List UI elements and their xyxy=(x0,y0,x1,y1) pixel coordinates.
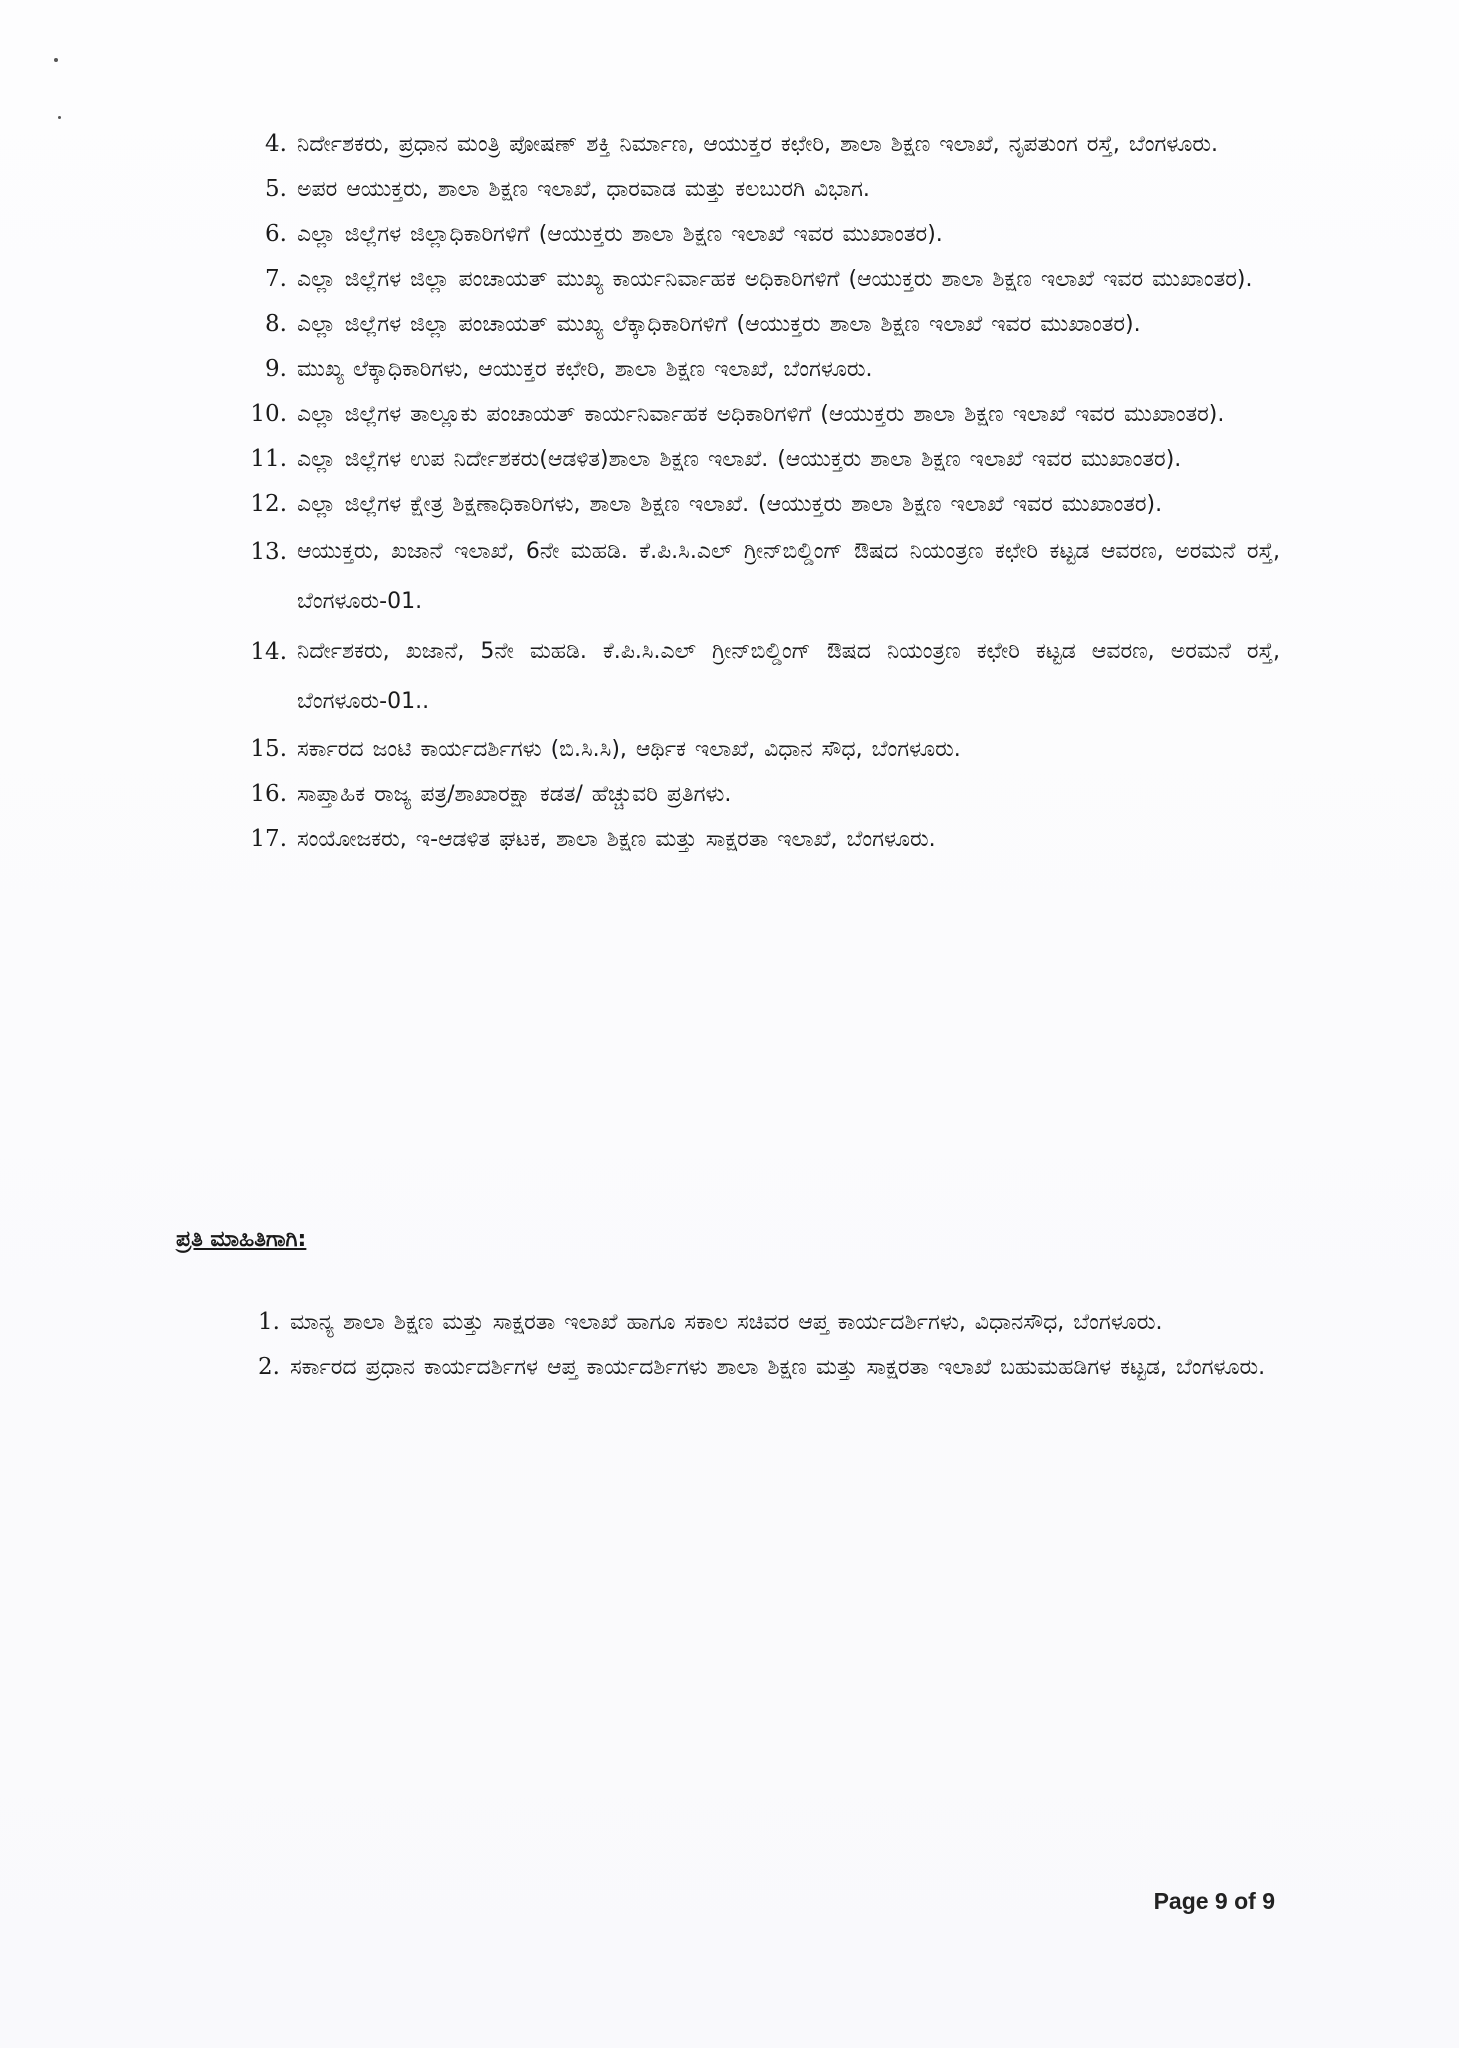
list-item-number: 4. xyxy=(265,131,287,157)
list-item xyxy=(250,1345,1280,1390)
list-item xyxy=(240,627,1280,727)
list-item xyxy=(240,347,1280,392)
list-item-number: 9. xyxy=(265,356,287,382)
page-number: Page 9 of 9 xyxy=(1153,1888,1275,1914)
list-item-text: ಎಲ್ಲಾ ಜಿಲ್ಲೆಗಳ ಉಪ ನಿರ್ದೇಶಕರು(ಆಡಳಿತ)ಶಾಲಾ ಶಿಕ್ಷಣ ಇಲಾಖೆ. (ಆಯುಕ್ತರು ಶಾಲಾ ಶಿಕ್ಷಣ ಇಲಾಖೆ ಇವರ ಮುಖಾಂತರ). xyxy=(297,447,1182,472)
list-item xyxy=(240,527,1280,627)
list-item-text: ಸರ್ಕಾರದ ಪ್ರಧಾನ ಕಾರ್ಯದರ್ಶಿಗಳ ಆಪ್ತ ಕಾರ್ಯದರ್ಶಿಗಳು ಶಾಲಾ ಶಿಕ್ಷಣ ಮತ್ತು ಸಾಕ್ಷರತಾ ಇಲಾಖೆ ಬಹುಮಹಡಿಗಳ ಕಟ್ಟಡ, ಬೆಂಗಳೂರು. xyxy=(290,1355,1266,1380)
list-item-number: 5. xyxy=(265,176,287,202)
list-item-text: ಅಪರ ಆಯುಕ್ತರು, ಶಾಲಾ ಶಿಕ್ಷಣ ಇಲಾಖೆ, ಧಾರವಾಡ ಮತ್ತು ಕಲಬುರಗಿ ವಿಭಾಗ. xyxy=(297,177,870,202)
list-item-number: 12. xyxy=(250,491,287,517)
list-item-text: ನಿರ್ದೇಶಕರು, ಪ್ರಧಾನ ಮಂತ್ರಿ ಪೋಷಣ್ ಶಕ್ತಿ ನಿರ್ಮಾಣ, ಆಯುಕ್ತರ ಕಛೇರಿ, ಶಾಲಾ ಶಿಕ್ಷಣ ಇಲಾಖೆ, ನೃಪತುಂಗ ರಸ್ತೆ, ಬೆಂಗಳೂರು. xyxy=(297,132,1218,157)
list-item-text: ಎಲ್ಲಾ ಜಿಲ್ಲೆಗಳ ಜಿಲ್ಲಾ ಪಂಚಾಯತ್ ಮುಖ್ಯ ಕಾರ್ಯನಿರ್ವಾಹಕ ಅಧಿಕಾರಿಗಳಿಗೆ (ಆಯುಕ್ತರು ಶಾಲಾ ಶಿಕ್ಷಣ ಇಲಾಖೆ ಇವರ ಮುಖಾಂತರ). xyxy=(297,267,1253,292)
list-item-text: ಎಲ್ಲಾ ಜಿಲ್ಲೆಗಳ ತಾಲ್ಲೂಕು ಪಂಚಾಯತ್ ಕಾರ್ಯನಿರ್ವಾಹಕ ಅಧಿಕಾರಿಗಳಿಗೆ (ಆಯುಕ್ತರು ಶಾಲಾ ಶಿಕ್ಷಣ ಇಲಾಖೆ ಇವರ ಮುಖಾಂತರ). xyxy=(297,402,1225,427)
list-item-text: ನಿರ್ದೇಶಕರು, ಖಜಾನೆ, 5ನೇ ಮಹಡಿ. ಕೆ.ಪಿ.ಸಿ.ಎಲ್ ಗ್ರೀನ್‌ಬಿಲ್ಡಿಂಗ್ ಔಷದ ನಿಯಂತ್ರಣ ಕಛೇರಿ ಕಟ್ಟಡ ಆವರಣ, ಅರಮನೆ ರಸ್ತೆ, ಬೆಂಗಳೂರು-01.. xyxy=(297,639,1280,714)
list-item xyxy=(240,772,1280,817)
list-item-text: ಸಾಪ್ತಾಹಿಕ ರಾಜ್ಯ ಪತ್ರ/ಶಾಖಾರಕ್ಷಾ ಕಡತ/ ಹೆಚ್ಚುವರಿ ಪ್ರತಿಗಳು. xyxy=(297,782,732,807)
list-item-number: 11. xyxy=(250,446,287,472)
list-item-text: ಎಲ್ಲಾ ಜಿಲ್ಲೆಗಳ ಜಿಲ್ಲಾ ಪಂಚಾಯತ್ ಮುಖ್ಯ ಲೆಕ್ಕಾಧಿಕಾರಿಗಳಿಗೆ (ಆಯುಕ್ತರು ಶಾಲಾ ಶಿಕ್ಷಣ ಇಲಾಖೆ ಇವರ ಮುಖಾಂತರ). xyxy=(297,312,1141,337)
list-item xyxy=(240,392,1280,437)
list-item xyxy=(250,1300,1280,1345)
list-item xyxy=(240,437,1280,482)
list-item-number: 6. xyxy=(265,221,287,247)
list-item-number: 7. xyxy=(265,266,287,292)
list-item-number: 1. xyxy=(258,1309,280,1335)
copy-list xyxy=(250,1300,1280,1390)
distribution-list xyxy=(240,122,1280,862)
list-item xyxy=(240,727,1280,772)
list-item-text: ಸರ್ಕಾರದ ಜಂಟಿ ಕಾರ್ಯದರ್ಶಿಗಳು (ಬಿ.ಸಿ.ಸಿ), ಆರ್ಥಿಕ ಇಲಾಖೆ, ವಿಧಾನ ಸೌಧ, ಬೆಂಗಳೂರು. xyxy=(297,737,961,762)
list-item-number: 14. xyxy=(250,639,287,665)
list-item-number: 17. xyxy=(250,826,287,852)
list-item xyxy=(240,122,1280,167)
list-item-number: 15. xyxy=(250,736,287,762)
list-item xyxy=(240,482,1280,527)
list-item-number: 16. xyxy=(250,781,287,807)
list-item-text: ಎಲ್ಲಾ ಜಿಲ್ಲೆಗಳ ಕ್ಷೇತ್ರ ಶಿಕ್ಷಣಾಧಿಕಾರಿಗಳು, ಶಾಲಾ ಶಿಕ್ಷಣ ಇಲಾಖೆ. (ಆಯುಕ್ತರು ಶಾಲಾ ಶಿಕ್ಷಣ ಇಲಾಖೆ ಇವರ ಮುಖಾಂತರ). xyxy=(297,492,1163,517)
copy-for-information-heading: ಪ್ರತಿ ಮಾಹಿತಿಗಾಗಿ: xyxy=(176,1227,307,1252)
list-item-number: 10. xyxy=(250,401,287,427)
list-item-number: 2. xyxy=(258,1354,280,1380)
list-item-number: 8. xyxy=(265,311,287,337)
list-item-text: ಎಲ್ಲಾ ಜಿಲ್ಲೆಗಳ ಜಿಲ್ಲಾಧಿಕಾರಿಗಳಿಗೆ (ಆಯುಕ್ತರು ಶಾಲಾ ಶಿಕ್ಷಣ ಇಲಾಖೆ ಇವರ ಮುಖಾಂತರ). xyxy=(297,222,943,247)
list-item xyxy=(240,212,1280,257)
list-item xyxy=(240,257,1280,302)
list-item-text: ಸಂಯೋಜಕರು, ಇ-ಆಡಳಿತ ಘಟಕ, ಶಾಲಾ ಶಿಕ್ಷಣ ಮತ್ತು ಸಾಕ್ಷರತಾ ಇಲಾಖೆ, ಬೆಂಗಳೂರು. xyxy=(297,827,936,852)
list-item-text: ಆಯುಕ್ತರು, ಖಜಾನೆ ಇಲಾಖೆ, 6ನೇ ಮಹಡಿ. ಕೆ.ಪಿ.ಸಿ.ಎಲ್ ಗ್ರೀನ್‌ಬಿಲ್ಡಿಂಗ್ ಔಷದ ನಿಯಂತ್ರಣ ಕಛೇರಿ ಕಟ್ಟಡ ಆವರಣ, ಅರಮನೆ ರಸ್ತೆ, ಬೆಂಗಳೂರು-01. xyxy=(297,539,1280,614)
scan-speck xyxy=(58,116,61,119)
list-item-text: ಮಾನ್ಯ ಶಾಲಾ ಶಿಕ್ಷಣ ಮತ್ತು ಸಾಕ್ಷರತಾ ಇಲಾಖೆ ಹಾಗೂ ಸಕಾಲ ಸಚಿವರ ಆಪ್ತ ಕಾರ್ಯದರ್ಶಿಗಳು, ವಿಧಾನಸೌಧ, ಬೆಂಗಳೂರು. xyxy=(290,1310,1163,1335)
scan-speck xyxy=(54,58,58,62)
list-item xyxy=(240,167,1280,212)
list-item-number: 13. xyxy=(250,539,287,565)
list-item xyxy=(240,302,1280,347)
list-item-text: ಮುಖ್ಯ ಲೆಕ್ಕಾಧಿಕಾರಿಗಳು, ಆಯುಕ್ತರ ಕಛೇರಿ, ಶಾಲಾ ಶಿಕ್ಷಣ ಇಲಾಖೆ, ಬೆಂಗಳೂರು. xyxy=(297,357,873,382)
list-item xyxy=(240,817,1280,862)
